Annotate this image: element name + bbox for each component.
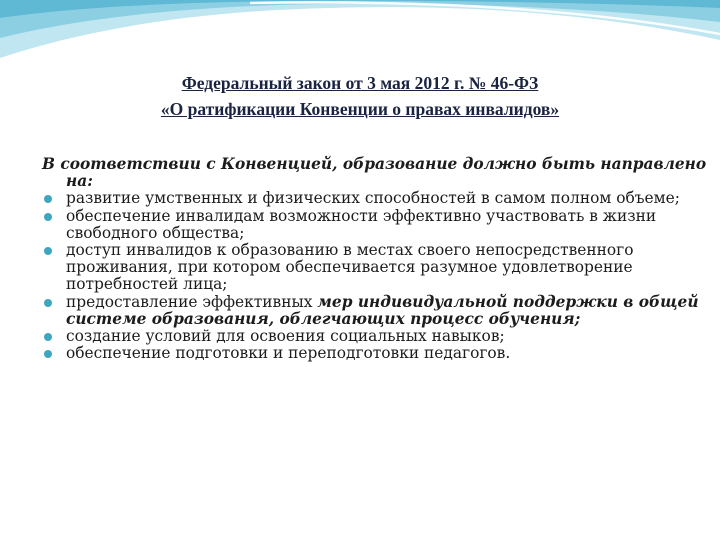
list-item-text: доступ инвалидов к образованию в местах своего непосредственного проживания, при котором обеспечивается разумное удовлетворение потребностей лица; [66, 241, 634, 294]
list-item-text: развитие умственных и физических способностей в самом полном объеме; [66, 189, 680, 208]
intro-text: В соответствии с Конвенцией, образование должно быть направлено на: [42, 155, 707, 191]
list-item-text: обеспечение подготовки и переподготовки педагогов. [66, 344, 511, 363]
bullet-icon [44, 247, 52, 255]
header-wave-decoration [0, 0, 720, 60]
bullet-list [42, 190, 708, 362]
bullet-icon [44, 350, 52, 358]
bullet-icon [44, 213, 52, 221]
list-item [42, 208, 708, 242]
bullet-icon [44, 299, 52, 307]
slide-title [40, 70, 680, 122]
list-item [42, 328, 708, 345]
list-item-text: обеспечение инвалидам возможности эффективно участвовать в жизни свободного общества; [66, 206, 657, 242]
list-item-text: предоставление эффективных [66, 292, 318, 311]
list-item [42, 294, 708, 328]
list-item [42, 345, 708, 362]
list-item [42, 242, 708, 294]
list-item-emphasis: мер индивидуальной поддержки в общей системе образования, облегчающих процесс обучения; [66, 292, 699, 328]
list-item [42, 190, 708, 207]
title-line-2: «О ратификации Конвенции о правах инвалидов» [160, 99, 560, 119]
title-line-1: Федеральный закон от 3 мая 2012 г. № 46-ФЗ [181, 73, 539, 93]
bullet-icon [44, 333, 52, 341]
bullet-icon [44, 195, 52, 203]
slide-body [42, 156, 708, 362]
list-item-text: создание условий для освоения социальных навыков; [66, 327, 505, 346]
